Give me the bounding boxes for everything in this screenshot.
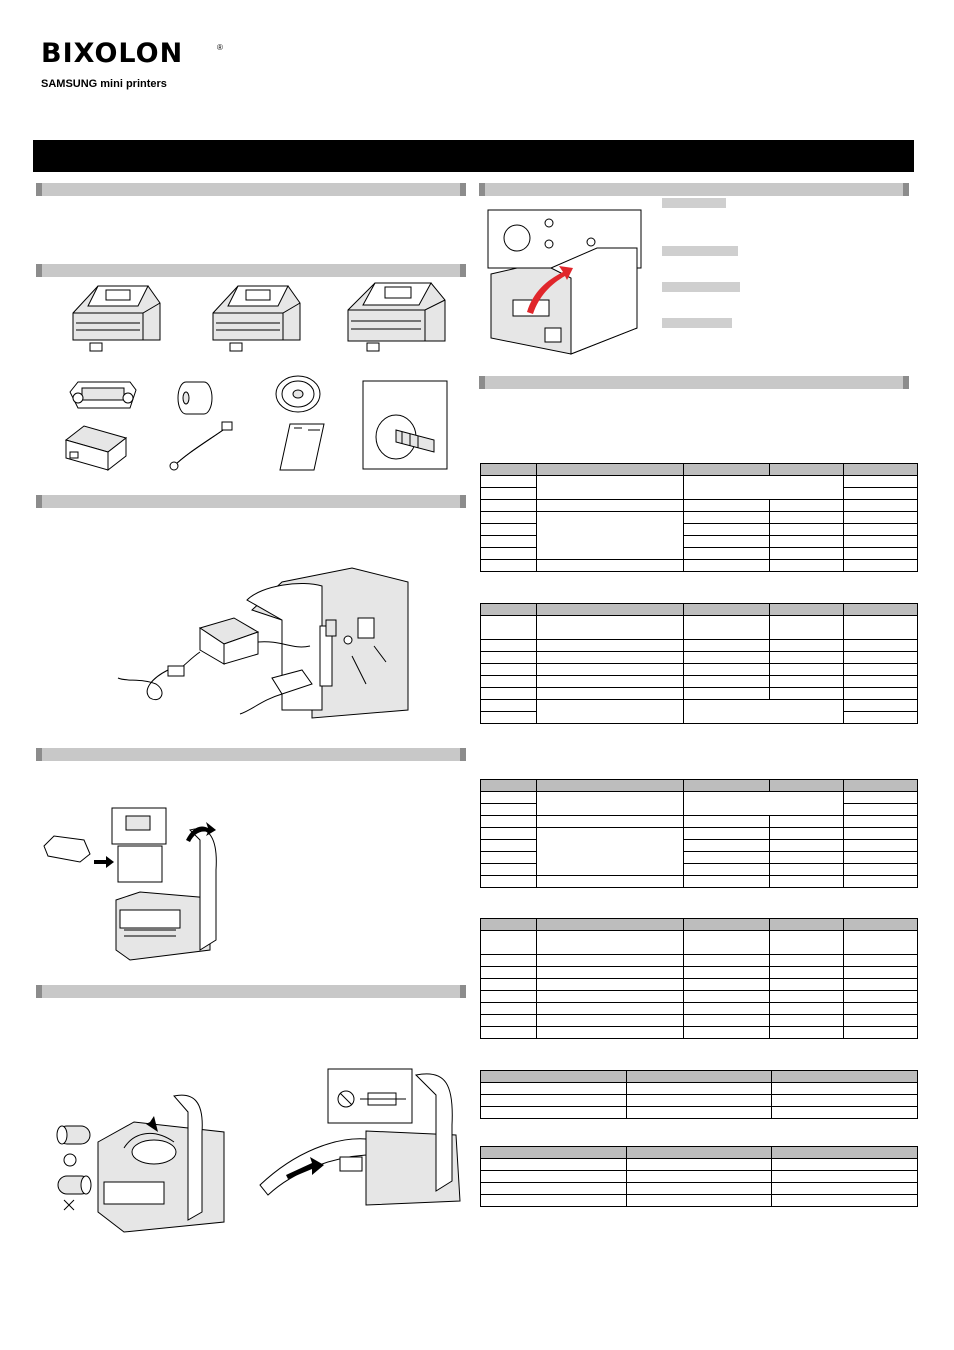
panel-label-3 [662,282,740,292]
dip-switch-table-4 [480,918,918,1039]
cd-icon [274,374,322,414]
power-adapter-icon [62,418,130,470]
cross-ng-icon [54,1172,94,1212]
registered-mark: ® [217,43,223,52]
spec-table-1 [480,1070,918,1119]
panel-label-4 [662,318,732,328]
panel-label-2 [662,246,738,256]
paper-roll-icon [176,378,212,418]
dip-switch-table-3 [480,779,918,888]
circle-ok-icon [54,1122,94,1168]
dip-switch-table-2 [480,603,918,724]
section-bar-1 [36,183,466,196]
control-panel-icon [487,208,643,358]
section-bar-5 [36,985,466,998]
panel-label-1 [662,198,726,208]
section-bar-3 [36,495,466,508]
section-bar-7 [479,376,909,389]
ribbon-install-illustration [40,800,240,965]
printer-model-2 [208,278,308,358]
dip-switch-table-1 [480,463,918,572]
ribbon-cassette-icon [68,378,138,414]
printer-model-1 [68,278,168,358]
brand-name: BIXOLON [41,38,184,69]
connection-illustration [112,560,412,720]
power-cord-icon [166,418,236,472]
spec-table-2 [480,1146,918,1207]
paper-install-illustration-2 [256,1065,466,1210]
section-bar-6 [479,183,909,196]
section-bar-4 [36,748,466,761]
brand-tagline: SAMSUNG mini printers [41,78,167,90]
paper-install-illustration-1 [94,1092,244,1237]
paper-reel-holder-icon [362,380,448,470]
title-bar [33,140,914,172]
printer-model-3 [343,275,453,360]
manual-booklet-icon [278,420,326,472]
brand-logo [41,38,231,98]
